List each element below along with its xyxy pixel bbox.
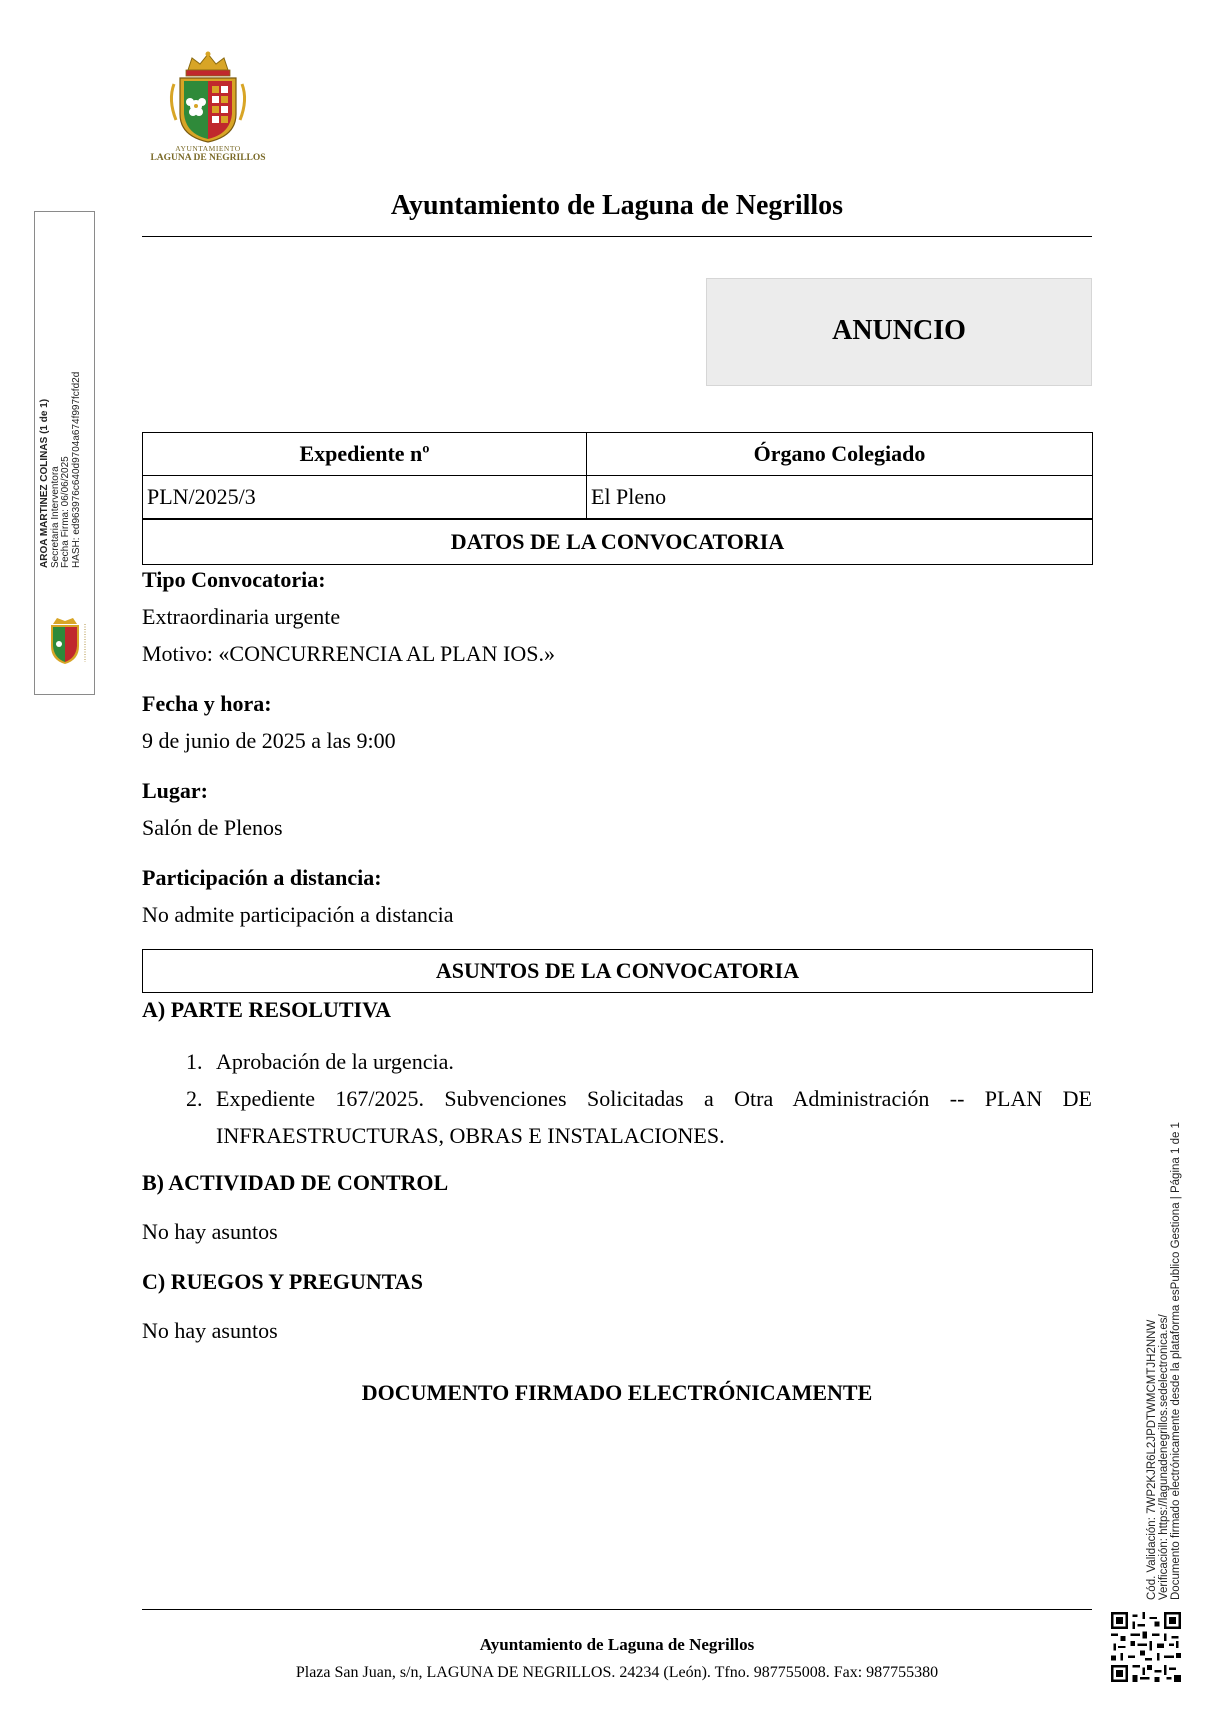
tipo-value: Extraordinaria urgente [142, 604, 341, 629]
section-b-value: No hay asuntos [142, 1219, 278, 1244]
lugar-value: Salón de Plenos [142, 815, 283, 840]
agenda-list [142, 1043, 1092, 1154]
stamp-crest-icon [39, 616, 91, 670]
list-item-number: 2. [186, 1086, 203, 1111]
section-c-heading: C) RUEGOS Y PREGUNTAS [142, 1269, 423, 1294]
anuncio-label: ANUNCIO [832, 315, 966, 346]
signature-hash: HASH: ed963976c640d9704a674f997fcfd2d [70, 371, 82, 568]
list-item [142, 1043, 1092, 1080]
expediente-table [142, 432, 1093, 519]
section-a-heading: A) PARTE RESOLUTIVA [142, 997, 392, 1022]
organo-header: Órgano Colegiado [587, 433, 1093, 476]
footer-address: Plaza San Juan, s/n, LAGUNA DE NEGRILLOS. 24234 (León). Tfno. 987755008. Fax: 987755380 [295, 1664, 939, 1681]
participacion-value: No admite participación a distancia [142, 902, 454, 927]
crest-icon [148, 50, 268, 144]
list-item-number: 1. [186, 1049, 203, 1074]
list-item-text: Aprobación de la urgencia. [216, 1049, 454, 1074]
fecha-label: Fecha y hora: [142, 691, 272, 716]
signer-role: Secretaria Interventora [49, 466, 61, 568]
list-item-text: Expediente 167/2025. Subvenciones Solicitadas a Otra Administración -- PLAN DE INFRAESTRUCTURAS, OBRAS E INSTALACIONES. [216, 1086, 1092, 1148]
crest-caption-1: AYUNTAMIENTO [175, 144, 241, 153]
expediente-header: Expediente nº [143, 433, 587, 476]
validation-text [1146, 1080, 1182, 1600]
asuntos-heading: ASUNTOS DE LA CONVOCATORIA [142, 949, 1093, 993]
signature-date: Fecha Firma: 06/06/2025 [60, 456, 71, 568]
anuncio-badge [706, 278, 1092, 386]
platform-note: Documento firmado electrónicamente desde la plataforma esPublico Gestiona | Página 1 de 1 [1170, 1122, 1182, 1600]
organo-value: El Pleno [587, 476, 1093, 519]
validation-code: Cód. Validación: 7WP2KJR6L2JPDTWMCMTJH2NNW [1146, 1319, 1158, 1600]
qr-code-icon [1111, 1612, 1181, 1682]
datos-heading: DATOS DE LA CONVOCATORIA [142, 519, 1093, 565]
lugar-label: Lugar: [142, 778, 208, 803]
footer-name: Ayuntamiento de Laguna de Negrillos [479, 1635, 755, 1654]
fecha-value: 9 de junio de 2025 a las 9:00 [142, 728, 396, 753]
footer-divider [142, 1609, 1092, 1610]
crest-caption-2: LAGUNA DE NEGRILLOS [150, 153, 266, 163]
participacion-label: Participación a distancia: [142, 865, 382, 890]
tipo-label: Tipo Convocatoria: [142, 567, 326, 592]
expediente-value: PLN/2025/3 [143, 476, 587, 519]
municipal-crest-logo [148, 50, 268, 168]
table-row [143, 476, 1093, 519]
section-c-value: No hay asuntos [142, 1318, 278, 1343]
list-item [142, 1080, 1092, 1154]
header-divider [142, 236, 1092, 237]
signer-name: AROA MARTINEZ COLINAS (1 de 1) [39, 398, 50, 568]
signature-details [40, 68, 82, 568]
page-title: Ayuntamiento de Laguna de Negrillos [390, 190, 844, 221]
signed-notice: DOCUMENTO FIRMADO ELECTRÓNICAMENTE [361, 1380, 873, 1405]
verification-url: Verificación: https://lagunadenegrillos.sedelectronica.es/ [1158, 1314, 1170, 1600]
motivo-text: Motivo: «CONCURRENCIA AL PLAN IOS.» [142, 641, 555, 666]
table-header-row [143, 433, 1093, 476]
section-b-heading: B) ACTIVIDAD DE CONTROL [142, 1170, 449, 1195]
signature-stamp [34, 211, 95, 695]
